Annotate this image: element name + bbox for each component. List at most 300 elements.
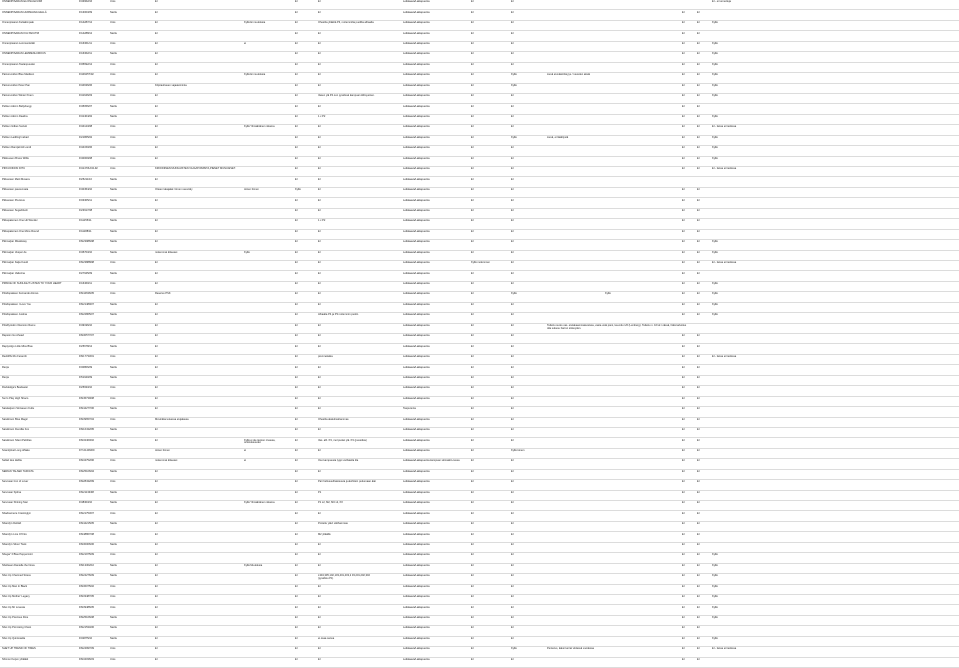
table-cell: FI44636/06: [79, 83, 93, 87]
table-cell: EI: [155, 73, 158, 77]
table-cell: Uros: [110, 532, 116, 536]
table-cell: EI: [471, 302, 474, 306]
table-cell: Leikkaava/Lakiapuenta: [403, 323, 430, 327]
table-cell: EI: [511, 365, 514, 369]
table-cell: EI: [471, 396, 474, 400]
table-cell: Kyllä: [712, 83, 718, 87]
table-cell: Pikimarjan Vesper de: [2, 250, 27, 254]
table-cell: EI: [511, 574, 514, 578]
table-cell: toinen bimen: [244, 188, 259, 192]
table-cell: EI: [682, 522, 685, 526]
table-cell: Uros: [110, 282, 116, 285]
table-cell: Uros: [110, 146, 116, 150]
table-cell: EI: [295, 0, 298, 4]
table-cell: Pikimarjan Miuskiway: [2, 240, 27, 244]
table-cell: Leikkaava/Lakiapuenta: [403, 240, 430, 244]
table-cell: Sellari des dahlia: [2, 459, 22, 463]
table-row: [0, 637, 959, 647]
table-cell: Leikkaava/Lakiapuenta: [403, 198, 430, 202]
table-cell: EI: [318, 595, 321, 599]
table-cell: Uros: [110, 21, 116, 25]
table-row: [0, 188, 959, 198]
table-cell: EI: [295, 229, 298, 233]
table-cell: Uros: [110, 396, 116, 400]
table-cell: EI: [682, 167, 685, 171]
table-row: [0, 616, 959, 626]
table-row: [0, 365, 959, 375]
table-cell: EI: [295, 365, 298, 369]
table-cell: EI: [682, 250, 685, 254]
table-cell: EI: [318, 167, 321, 171]
table-cell: Leikkaava/Lakiapuenta: [403, 250, 430, 254]
table-cell: EI: [295, 167, 298, 171]
table-cell: Narttu: [110, 375, 118, 379]
table-cell: EI: [155, 511, 158, 515]
table-cell: EI: [697, 344, 700, 348]
table-cell: EI: [155, 647, 158, 651]
table-cell: EI: [697, 188, 700, 192]
table-cell: EI: [471, 115, 474, 118]
table-cell: Leikkaava/Lakiapuenta kampuan skimaikin-tuusa: [403, 459, 460, 463]
table-cell: EI: [295, 657, 298, 661]
table-cell: EI: [295, 41, 298, 45]
table-cell: EI: [155, 657, 158, 661]
table-cell: EI: [682, 417, 685, 421]
table-cell: EI: [155, 375, 158, 379]
table-cell: EI: [471, 125, 474, 129]
table-cell: Leikkaava/Lakiapuenta: [403, 167, 430, 171]
table-cell: Kyllä Ei muutoksia: [244, 21, 266, 25]
table-cell: EI: [295, 10, 298, 14]
table-cell: EI: [318, 334, 321, 338]
table-row: [0, 532, 959, 542]
table-cell: FI30806/09: [79, 365, 93, 369]
table-cell: EI: [318, 188, 321, 192]
table-cell: EI: [318, 271, 321, 275]
table-cell: EI: [155, 365, 158, 369]
table-cell: EI: [318, 386, 321, 390]
table-cell: Narttu: [110, 428, 118, 432]
table-cell: FI45703/10: [79, 250, 93, 254]
table-cell: Servusan Sjofna: [2, 490, 22, 494]
table-cell: EI: [155, 125, 158, 129]
table-cell: EI: [682, 449, 685, 452]
table-cell: ei: [244, 41, 247, 45]
table-cell: Leikkaava/Lakiapuenta: [403, 428, 430, 432]
table-cell: EI: [155, 31, 158, 35]
table-cell: EI: [155, 553, 158, 557]
table-cell: EI: [697, 334, 700, 338]
table-cell: FI49196/10: [79, 323, 93, 327]
table-row: [0, 104, 959, 114]
table-cell: EI: [682, 584, 685, 588]
table-cell: Kyllä Ei muutoksia: [244, 73, 266, 77]
table-cell: Leikkaava/Lakiapuenta: [403, 41, 430, 45]
table-cell: EI: [318, 146, 321, 150]
table-cell: EI: [295, 553, 298, 557]
table-cell: EI: [682, 188, 685, 192]
table-row: [0, 251, 959, 261]
table-cell: EI: [318, 83, 321, 87]
table-cell: Leikkaava/Lakiapuenta: [403, 563, 430, 567]
table-row: [0, 42, 959, 52]
table-cell: Kyllä Ylimääräinen nikama: [244, 501, 275, 505]
table-cell: EI: [471, 584, 474, 588]
table-cell: FIN23888/98: [79, 261, 94, 265]
table-cell: EI: [697, 83, 700, 87]
table-cell: Leikkaava/Lakiapuenta: [403, 271, 430, 275]
table-cell: EI: [471, 375, 474, 379]
table-row: [0, 282, 959, 292]
table-cell: EI: [318, 323, 321, 327]
table-cell: Narttu: [110, 522, 118, 526]
table-cell: EI: [511, 532, 514, 536]
table-cell: EI: [295, 469, 298, 473]
table-cell: Leikkaava/Lakiapuenta: [403, 229, 430, 233]
table-cell: EI: [318, 261, 321, 265]
table-cell: Kyllä: [712, 605, 718, 609]
table-cell: Uros: [110, 595, 116, 599]
table-cell: Leikkaava/Lakiapuenta: [403, 344, 430, 348]
table-cell: EI: [682, 511, 685, 515]
table-cell: EI: [697, 469, 700, 473]
table-cell: FIN28432/99: [79, 480, 94, 484]
table-cell: EI: [295, 125, 298, 129]
table-cell: EI: [471, 62, 474, 66]
table-cell: EI: [697, 10, 700, 14]
table-cell: Pari hellusuulhaisisuuta juukohtisin puitumaan ään: [318, 480, 377, 484]
table-cell: Raptyrolgo Little Miss Blue: [2, 344, 33, 348]
table-cell: Leikkaava/Lakiapuenta: [403, 94, 430, 98]
table-cell: EI: [697, 553, 700, 557]
table-cell: Uros: [110, 459, 116, 463]
table-cell: FI27945/09: [79, 271, 93, 275]
table-cell: Ohesilta yltäkitä P3, molemmilta puolilta alhaalta: [318, 21, 374, 25]
table-cell: EI - tietoa ei tiedossa: [712, 355, 737, 359]
table-cell: EI: [295, 21, 298, 25]
table-cell: EI: [318, 10, 321, 14]
table-cell: FI14287/12: [79, 21, 93, 25]
table-cell: EI: [511, 595, 514, 599]
table-cell: EI: [471, 323, 474, 327]
table-cell: EI: [682, 501, 685, 505]
table-row: [0, 198, 959, 208]
table-cell: Painonvoidun Winter Poem: [2, 94, 34, 98]
table-cell: Kyllä: [712, 282, 718, 285]
table-cell: EI: [318, 0, 321, 4]
table-cell: EI: [318, 511, 321, 515]
table-cell: EI: [697, 375, 700, 379]
table-cell: Renja: [2, 365, 9, 369]
table-cell: EI: [697, 511, 700, 515]
table-cell: ONNENPISARAN LEMMENLUMOUS: [2, 52, 46, 56]
table-cell: Renja: [2, 375, 9, 379]
table-cell: EI: [295, 156, 298, 160]
table-cell: EI: [295, 177, 298, 181]
table-cell: EI: [155, 344, 158, 348]
table-cell: Vasen ylä P4 oon pystössä kampuan kiiltoyeinen.: [318, 94, 375, 98]
table-cell: Pöödopaiteen Justina: [2, 313, 27, 317]
table-cell: EI: [697, 396, 700, 400]
table-cell: FIN24276/09: [79, 574, 94, 578]
table-cell: EI: [295, 292, 298, 296]
table-cell: EI: [471, 334, 474, 338]
table-row: [0, 344, 959, 354]
table-cell: EI: [471, 605, 474, 609]
table-cell: Narttu: [110, 542, 118, 546]
table-cell: EI: [471, 469, 474, 473]
table-cell: FI40009/08: [79, 156, 93, 160]
table-cell: Narttu: [110, 449, 118, 452]
table-cell: Uros: [110, 511, 116, 515]
table-cell: FI43962/16: [79, 0, 93, 4]
table-cell: EI: [155, 542, 158, 546]
table-cell: Kyllä: [712, 156, 718, 160]
table-cell: FI33305/11: [79, 198, 92, 202]
table-cell: EI: [295, 459, 298, 463]
table-row: [0, 240, 959, 250]
table-cell: EI: [471, 365, 474, 369]
table-cell: Rapsoin Go Ahead: [2, 334, 24, 338]
table-row: [0, 574, 959, 584]
table-cell: FIN44636/05: [79, 292, 94, 296]
table-row: [0, 658, 959, 668]
table-cell: Narttu: [110, 208, 118, 212]
table-cell: Leikkaava/Lakiapuenta: [403, 636, 430, 640]
table-cell: FI41470U/34-92: [79, 167, 98, 171]
table-cell: molemmat kiiteeset: [155, 250, 178, 254]
table-cell: EI: [682, 313, 685, 317]
table-cell: EI: [295, 282, 298, 285]
table-cell: toinen bimen: [155, 449, 170, 452]
table-cell: EI: [295, 616, 298, 619]
table-cell: Leikkaava/Lakiapuenta: [403, 104, 430, 108]
table-cell: Pöödopaiteen I Love You: [2, 302, 31, 306]
table-cell: FI11155/11: [79, 219, 92, 223]
table-row: [0, 94, 959, 104]
table-cell: Leikkaava/Lakiapuenta: [403, 469, 430, 473]
table-cell: Leikkaava/Lakiapuenta: [403, 542, 430, 546]
table-cell: EI: [155, 584, 158, 588]
table-cell: FIN21534/06: [79, 626, 94, 630]
table-cell: EI: [511, 553, 514, 557]
table-cell: FIN39486/05: [79, 605, 94, 609]
table-cell: EI: [155, 595, 158, 599]
table-cell: EI: [155, 135, 158, 139]
table-cell: EI: [697, 574, 700, 578]
table-cell: EI: [682, 302, 685, 306]
table-cell: EI: [697, 407, 700, 411]
table-cell: Servusan Iron of Lover: [2, 480, 29, 484]
table-cell: EI: [511, 386, 514, 390]
table-cell: FIN34036/03: [79, 657, 94, 661]
table-cell: Leikkaava/Lakiapuenta: [403, 365, 430, 369]
table-cell: EI: [697, 501, 700, 505]
table-cell: EI: [295, 574, 298, 578]
table-cell: ONNENPISARAN HURMAAVA HELLÄ: [2, 10, 47, 14]
table-cell: Redcliffs Rio Ferambi: [2, 355, 27, 359]
table-cell: Shet Up Man In Black: [2, 584, 28, 588]
table-cell: Leikkaava/Lakiapuenta: [403, 396, 430, 400]
table-cell: FI16460/11: [79, 282, 92, 285]
table-cell: EI: [697, 292, 700, 296]
table-cell: EI: [511, 344, 514, 348]
table-cell: EI: [471, 657, 474, 661]
table-cell: EI: [295, 626, 298, 630]
table-cell: EI - ei tunnettuja: [712, 0, 731, 4]
table-row: [0, 21, 959, 31]
table-cell: Kyllä: [712, 135, 718, 139]
table-cell: Shet Up Mother' Legacy: [2, 595, 30, 599]
table-row: [0, 10, 959, 20]
table-cell: EI: [155, 208, 158, 212]
table-cell: EI: [471, 647, 474, 651]
table-cell: EI: [295, 31, 298, 35]
table-cell: FIN44277/06: [79, 407, 94, 411]
table-cell: SERIAN TALSEK TAFFATA: [2, 469, 34, 473]
table-cell: EI: [682, 21, 685, 25]
table-row: [0, 167, 959, 177]
table-cell: EI: [318, 31, 321, 35]
table-cell: Shet Up Precious Dine: [2, 616, 29, 619]
table-cell: EI: [682, 469, 685, 473]
table-cell: EI: [318, 208, 321, 212]
table-cell: EI: [318, 553, 321, 557]
table-cell: EI: [295, 344, 298, 348]
table-cell: EI: [511, 146, 514, 150]
table-cell: EI: [155, 229, 158, 233]
table-cell: FIN32460/02: [79, 438, 94, 442]
table-cell: FI25211/10: [79, 177, 92, 181]
table-cell: EI: [697, 261, 700, 265]
table-cell: EI: [155, 532, 158, 536]
table-cell: EI: [318, 657, 321, 661]
table-cell: FIN36075/02: [79, 584, 94, 588]
table-cell: Shet Up Promising Chest: [2, 626, 32, 630]
table-cell: Narttu: [110, 636, 118, 640]
table-cell: Uros: [110, 41, 116, 45]
table-cell: EI: [682, 10, 685, 14]
table-cell: EI: [295, 396, 298, 400]
table-cell: FI16362/11: [79, 52, 92, 56]
table-cell: EI: [697, 240, 700, 244]
table-row: [0, 564, 959, 574]
table-cell: Taspurenta: [403, 407, 416, 411]
table-cell: EI: [471, 532, 474, 536]
table-cell: Kyllä: [605, 292, 611, 296]
table-cell: EI: [318, 62, 321, 66]
table-cell: EI: [697, 229, 700, 233]
table-cell: EI: [295, 417, 298, 421]
table-cell: FI16361/11: [79, 41, 92, 45]
table-cell: Narttu: [110, 271, 118, 275]
table-cell: FIN33487/05: [79, 595, 94, 599]
table-cell: Otteen takajalat: bimen suesniky: [155, 188, 193, 192]
table-cell: EI: [697, 156, 700, 160]
table-cell: EI: [511, 52, 514, 56]
table-cell: EI: [471, 313, 474, 317]
table-cell: Leikkaava/Lakiapuenta: [403, 574, 430, 578]
table-cell: EI: [682, 375, 685, 379]
table-cell: EI: [155, 21, 158, 25]
table-cell: EI: [682, 219, 685, 223]
table-row: [0, 303, 959, 313]
table-cell: EI: [318, 375, 321, 379]
table-cell: Kyllä: [712, 616, 718, 619]
table-cell: FIN16432/95: [79, 428, 94, 432]
table-cell: EI: [295, 449, 298, 452]
table-cell: EI: [511, 115, 514, 118]
table-cell: EI - tietoa ei tiedossa: [712, 261, 737, 265]
table-cell: Narttu: [110, 250, 118, 254]
table-cell: Alhaalta P4 ja P3 molemmin puolin.: [318, 313, 359, 317]
table-cell: Narttu: [110, 240, 118, 244]
table-cell: EI: [155, 271, 158, 275]
table-cell: EI: [682, 595, 685, 599]
table-cell: EI: [682, 657, 685, 661]
table-cell: Painonvoidun Peter Pan: [2, 83, 30, 87]
table-cell: EI: [155, 490, 158, 494]
table-cell: Leikkaava/Lakiapuenta: [403, 282, 430, 285]
table-cell: EI: [295, 334, 298, 338]
table-cell: EI: [471, 522, 474, 526]
table-cell: EI: [295, 532, 298, 536]
table-cell: EI: [511, 522, 514, 526]
table-cell: Leikkaava/Lakiapuenta: [403, 313, 430, 317]
table-cell: Shet Up Quintosella: [2, 636, 26, 640]
table-cell: EI: [511, 355, 514, 359]
table-cell: EI: [318, 52, 321, 56]
table-cell: EI: [697, 532, 700, 536]
table-cell: EI - tietoa ei tiedossa: [712, 125, 737, 129]
table-cell: EI: [682, 396, 685, 400]
table-cell: EI: [155, 302, 158, 306]
table-row: [0, 585, 959, 595]
table-row: [0, 334, 959, 344]
table-cell: Leikkaava/Lakiapuenta: [403, 208, 430, 212]
table-cell: Kyllä: [511, 647, 517, 651]
table-cell: ei osaa sanoa: [318, 636, 335, 640]
table-cell: EI: [511, 375, 514, 379]
table-cell: FI32875/10: [79, 636, 93, 640]
table-cell: FIN21753/07: [79, 511, 94, 515]
table-cell: Narttu: [110, 302, 118, 306]
table-cell: Uros: [110, 605, 116, 609]
table-cell: EI: [511, 563, 514, 567]
table-cell: Narttu: [110, 313, 118, 317]
table-cell: FI44150/06: [79, 146, 93, 150]
table-cell: Leikkaava/Lakiapuenta: [403, 10, 430, 14]
table-cell: Kyllä toinen: [511, 449, 525, 452]
table-cell: EI: [295, 83, 298, 87]
table-cell: Leikkaava/Lakiapuenta: [403, 657, 430, 661]
table-cell: Leikkaava/Lakiapuenta: [403, 135, 430, 139]
table-cell: EI: [511, 104, 514, 108]
table-cell: Leikkaava/Lakiapuenta: [403, 21, 430, 25]
table-cell: 1 x P2: [318, 219, 326, 223]
table-cell: Leikkaava/Lakiapuenta: [403, 115, 430, 118]
table-cell: Narttu: [110, 104, 118, 108]
table-cell: EI: [697, 62, 700, 66]
table-cell: FI44123/08: [79, 125, 93, 129]
table-cell: Leikkaava/Lakiapuenta: [403, 375, 430, 379]
table-cell: Kyllä: [712, 302, 718, 306]
table-cell: EI: [682, 240, 685, 244]
table-cell: Kyllä Muutoksia: [244, 563, 263, 567]
table-cell: EI: [155, 480, 158, 484]
table-cell: EI: [318, 616, 321, 619]
table-cell: EI: [682, 563, 685, 567]
